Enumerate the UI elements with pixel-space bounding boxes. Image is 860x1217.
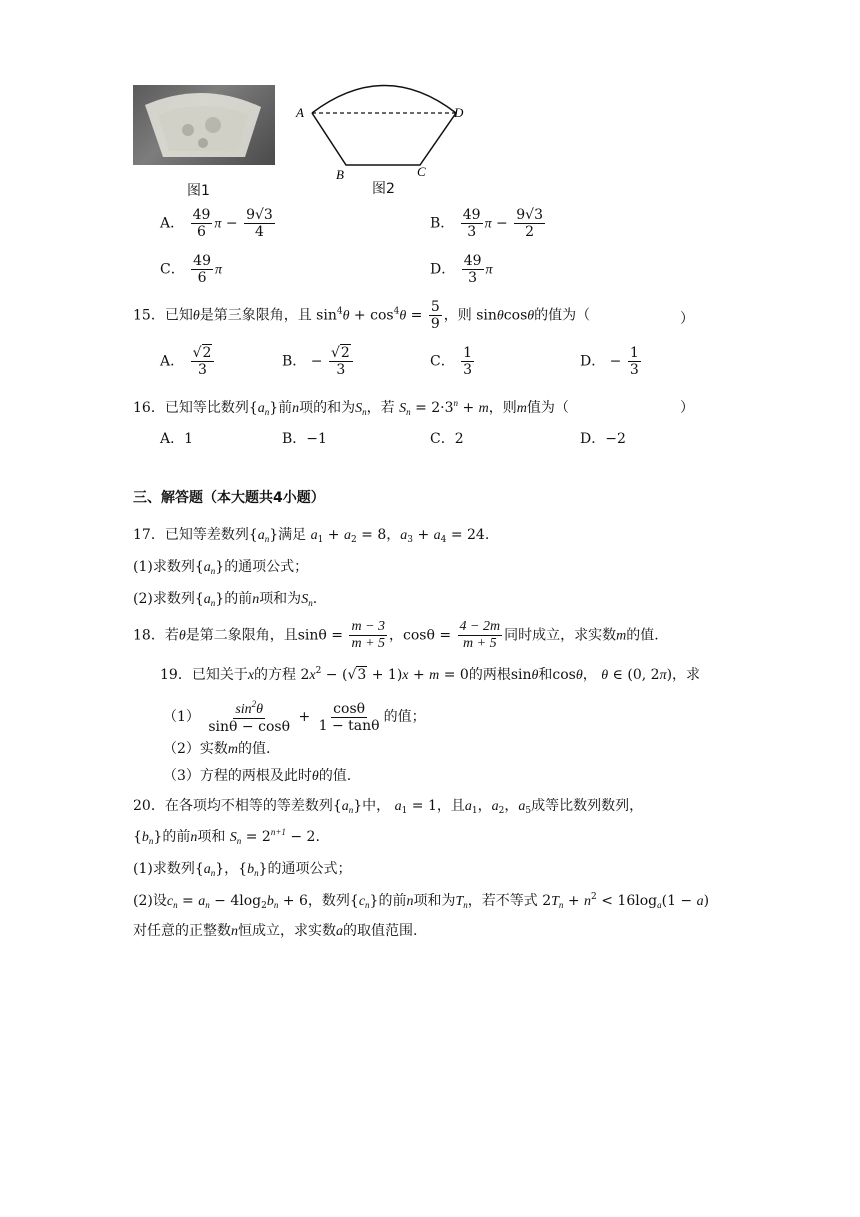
figure-2-diagram — [290, 78, 480, 188]
q19-stem: 19．已知关于x的方程 $2x^2 - (√3 + 1)x + m = 0$的两根sinθ和cosθ， θ ∈ (0, 2π)，求 — [160, 666, 701, 683]
q17-stem: 17．已知等差数列$\{a_n\}$满足 $a_1 + a_2 = 8$，$a_3 + a_4 = 24$. — [133, 527, 490, 545]
figure-2-caption: 图2 — [372, 181, 395, 197]
jade-fan-photo — [133, 85, 275, 165]
label-C: C — [417, 164, 426, 179]
q15-close-paren: ） — [680, 311, 694, 327]
q16-option-c: C．2 — [430, 431, 464, 447]
label-A: A — [296, 105, 304, 120]
q19-part-1: （1） $\frac{\sin^2\theta}{\sin\theta - \cos\theta}$ + $\frac{\cos\theta}{1 - \tan\theta}$ 的值； — [163, 699, 426, 735]
q14-option-a: A． $\frac{49}{6}$ π − $\frac{9√3}{4}$ — [160, 207, 273, 240]
arc-AD — [312, 86, 456, 114]
q16-stem: 16．已知等比数列$\{a_n\}$前n项的和为$S_n$，若 $S_n = 2\cdot 3^n + m$，则m值为（ — [133, 398, 569, 417]
q19-part-2: （2）实数m的值. — [163, 741, 271, 757]
trapezoid-ABCD — [312, 113, 456, 165]
q17-part-2: (2)求数列$\{a_n\}$的前n项和为$S_n$. — [133, 591, 318, 608]
q20-stem-line-1: 20．在各项均不相等的等差数列$\{a_n\}$中， $a_1 = 1$，且$a_1$，$a_2$，$a_5$成等比数列数列， — [133, 798, 644, 816]
q14-option-d: D． $\frac{49}{3}$ π — [430, 253, 493, 286]
q20-last-line: 对任意的正整数n恒成立，求实数a的取值范围. — [133, 923, 418, 939]
q15-option-c: C． $\frac{1}{3}$ — [430, 345, 473, 378]
q15-option-d: D． − $\frac{1}{3}$ — [580, 345, 639, 378]
q14-option-b: B． $\frac{49}{3}$ π − $\frac{9√3}{2}$ — [430, 207, 543, 240]
q15-stem: 15．已知θ是第三象限角，且 $\sin^4\theta + \cos^4\theta$ = $\frac{5}{9}$ ，则 sinθcosθ的值为（ — [133, 299, 591, 332]
label-D: D — [454, 105, 464, 120]
q20-stem-line-2: $\{b_n\}$的前n项和 $S_n = 2^{n+1} - 2$. — [133, 827, 320, 846]
q16-option-b: B．−1 — [282, 431, 327, 447]
label-B: B — [336, 167, 344, 182]
q16-option-a: A．1 — [160, 431, 194, 447]
section-heading: 三、解答题（本大题共4小题） — [133, 490, 325, 506]
figure-1-caption: 图1 — [187, 183, 210, 199]
q20-part-1: (1)求数列$\{a_n\}$，$\{b_n\}$的通项公式； — [133, 861, 352, 878]
q15-option-b: B． − $\frac{√2}{3}$ — [282, 346, 355, 377]
q18-stem: 18．若θ是第二象限角，且sinθ = $\frac{m - 3}{m + 5}$ ，cosθ = $\frac{4 - 2m}{m + 5}$ 同时成立，求实数m的值. — [133, 619, 659, 651]
q15-option-a: A． $\frac{√2}{3}$ — [160, 346, 216, 377]
q14-option-c: C． $\frac{49}{6}$ π — [160, 253, 223, 286]
q17-part-1: (1)求数列$\{a_n\}$的通项公式； — [133, 559, 309, 576]
q16-option-d: D．−2 — [580, 431, 626, 447]
q16-close-paren: ） — [680, 400, 694, 416]
q19-part-3: （3）方程的两根及此时θ的值. — [163, 768, 352, 784]
q20-part-2: (2)设$c_n = a_n - 4\log_2b_n + 6$，数列$\{c_n\}$的前n项和为$T_n$，若不等式 $2T_n + n^2 < 16\log_a(1 - a)$ — [133, 892, 710, 911]
